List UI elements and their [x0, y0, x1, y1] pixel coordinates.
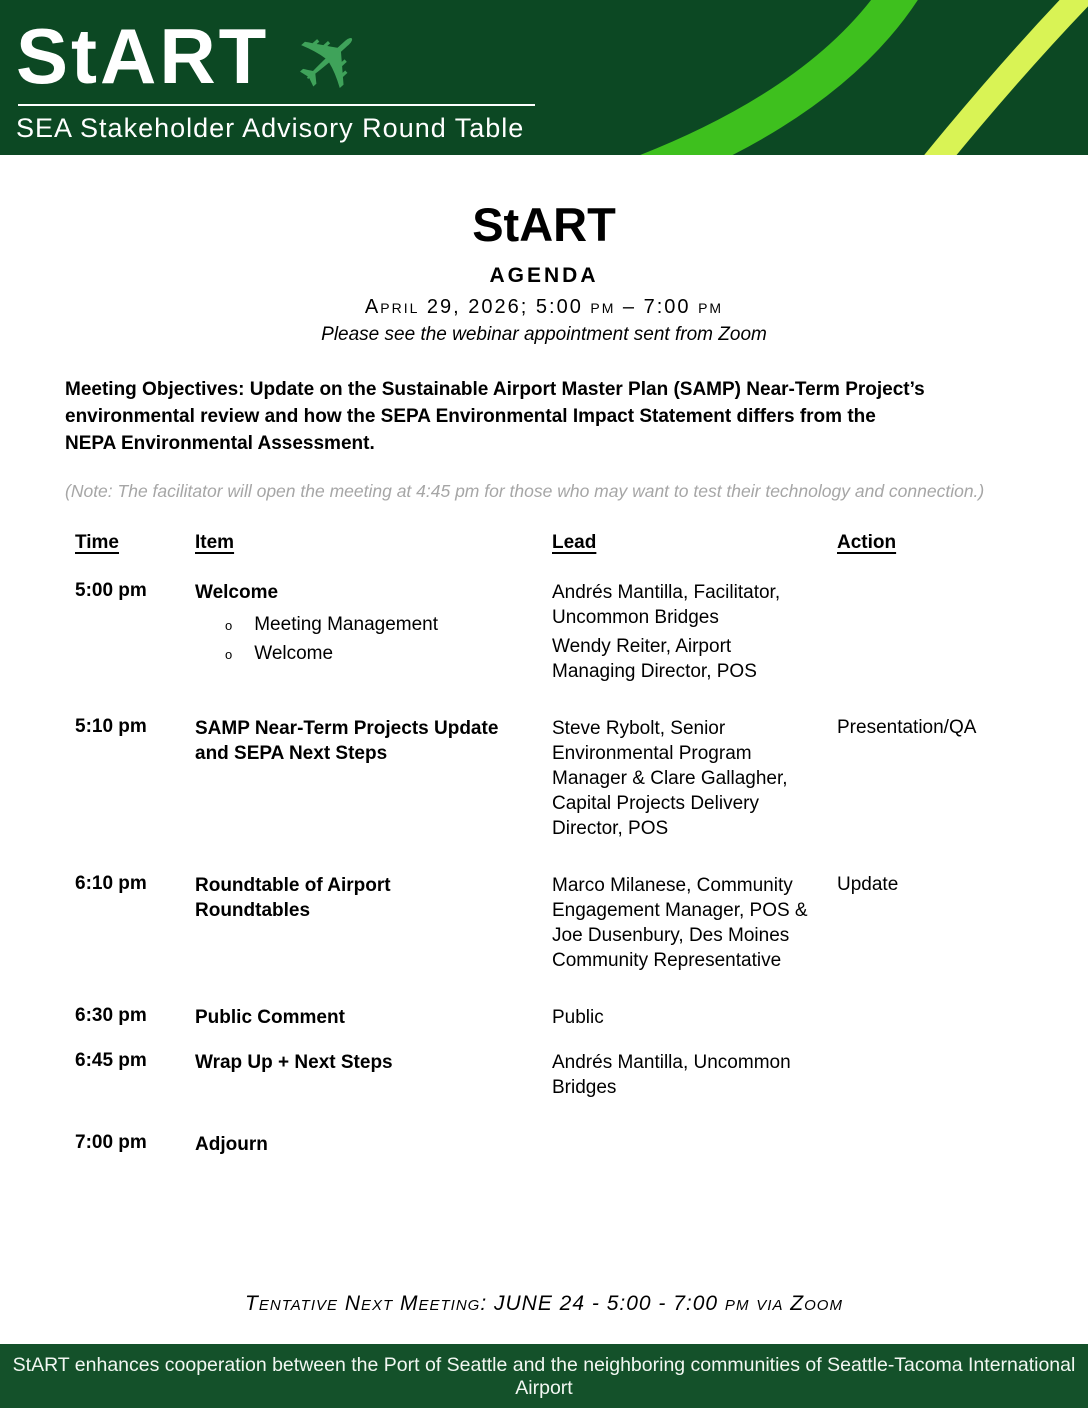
- lead-entry: Wendy Reiter, Airport Managing Director, POS: [552, 636, 757, 682]
- column-header-action: Action: [837, 532, 897, 553]
- lead-cell: [552, 580, 808, 688]
- action-cell: Presentation/QA: [837, 717, 977, 738]
- lead-cell: [552, 1050, 808, 1104]
- agenda-row-welcome: [75, 580, 1088, 688]
- lead-entry: Steve Rybolt, Senior Environmental Program Manager & Clare Gallagher, Capital Projects Delivery Director, POS: [552, 718, 788, 839]
- logo-title: StART: [16, 12, 270, 100]
- time-cell: 6:10 pm: [75, 873, 147, 894]
- page-title: StART: [472, 198, 616, 251]
- item-cell: Public Comment: [195, 1007, 345, 1028]
- lead-cell: [552, 716, 808, 845]
- agenda-row-adjourn: [75, 1132, 1088, 1157]
- time-cell: 5:00 pm: [75, 580, 147, 601]
- lead-entry: Andrés Mantilla, Facilitator, Uncommon Bridges: [552, 582, 781, 628]
- facilitator-note: (Note: The facilitator will open the meeting at 4:45 pm for those who may want to test their technology and connection.): [65, 481, 985, 501]
- item-cell: SAMP Near-Term Projects Update and SEPA Next Steps: [195, 718, 499, 764]
- circle-bullet-icon: o: [225, 647, 233, 662]
- item-cell: Roundtable of Airport Roundtables: [195, 875, 391, 921]
- header-banner: [0, 0, 1088, 155]
- column-header-item: Item: [195, 532, 235, 553]
- lead-entry: Marco Milanese, Community Engagement Manager, POS & Joe Dusenbury, Des Moines Community Representative: [552, 875, 808, 971]
- item-cell: Adjourn: [195, 1134, 268, 1155]
- bullet-label: Meeting Management: [254, 614, 439, 635]
- logo: [16, 1, 535, 144]
- column-header-lead: Lead: [552, 532, 597, 553]
- column-header-time: Time: [75, 532, 120, 553]
- time-cell: 5:10 pm: [75, 716, 147, 737]
- lead-entry: Andrés Mantilla, Uncommon Bridges: [552, 1052, 791, 1098]
- item-cell: [195, 580, 503, 670]
- agenda-row-public-comment: [75, 1005, 1088, 1034]
- item-cell: Wrap Up + Next Steps: [195, 1052, 393, 1073]
- bullet-item: [195, 641, 503, 667]
- footer-text: StART enhances cooperation between the Port of Seattle and the neighboring communities of Seattle-Tacoma International Airport: [12, 1354, 1076, 1399]
- agenda-header-row: [75, 532, 1088, 554]
- airplane-icon: ✈: [272, 1, 389, 119]
- webinar-note: Please see the webinar appointment sent from Zoom: [321, 324, 767, 345]
- lead-cell: [552, 873, 808, 977]
- lead-entry: Public: [552, 1007, 604, 1028]
- agenda-row-roundtable: [75, 873, 1088, 977]
- time-cell: 6:30 pm: [75, 1005, 147, 1026]
- item-title: Welcome: [195, 582, 279, 603]
- agenda-table: [75, 532, 1088, 1157]
- meeting-objectives: Meeting Objectives: Update on the Sustainable Airport Master Plan (SAMP) Near-Term Project’s environmental review and how the SEPA Environmental Impact Statement differs from the NEPA Environmental Assessment.: [65, 379, 925, 454]
- footer-bar: [0, 1344, 1088, 1408]
- bullet-label: Welcome: [254, 643, 334, 664]
- circle-bullet-icon: o: [225, 618, 233, 633]
- agenda-row-samp-update: [75, 716, 1088, 845]
- time-cell: 6:45 pm: [75, 1050, 147, 1071]
- agenda-label: AGENDA: [489, 264, 599, 287]
- next-meeting-note: Tentative Next Meeting: JUNE 24 - 5:00 - 7:00 pm via Zoom: [245, 1292, 843, 1315]
- bullet-item: [195, 612, 503, 638]
- logo-divider: [18, 104, 535, 106]
- meeting-datetime: April 29, 2026; 5:00 pm – 7:00 pm: [364, 296, 724, 318]
- action-cell: Update: [837, 874, 899, 895]
- lead-cell: [552, 1005, 808, 1034]
- logo-subtitle: SEA Stakeholder Advisory Round Table: [16, 113, 525, 143]
- time-cell: 7:00 pm: [75, 1132, 147, 1153]
- bullet-list: [195, 612, 503, 667]
- agenda-row-wrap-up: [75, 1050, 1088, 1104]
